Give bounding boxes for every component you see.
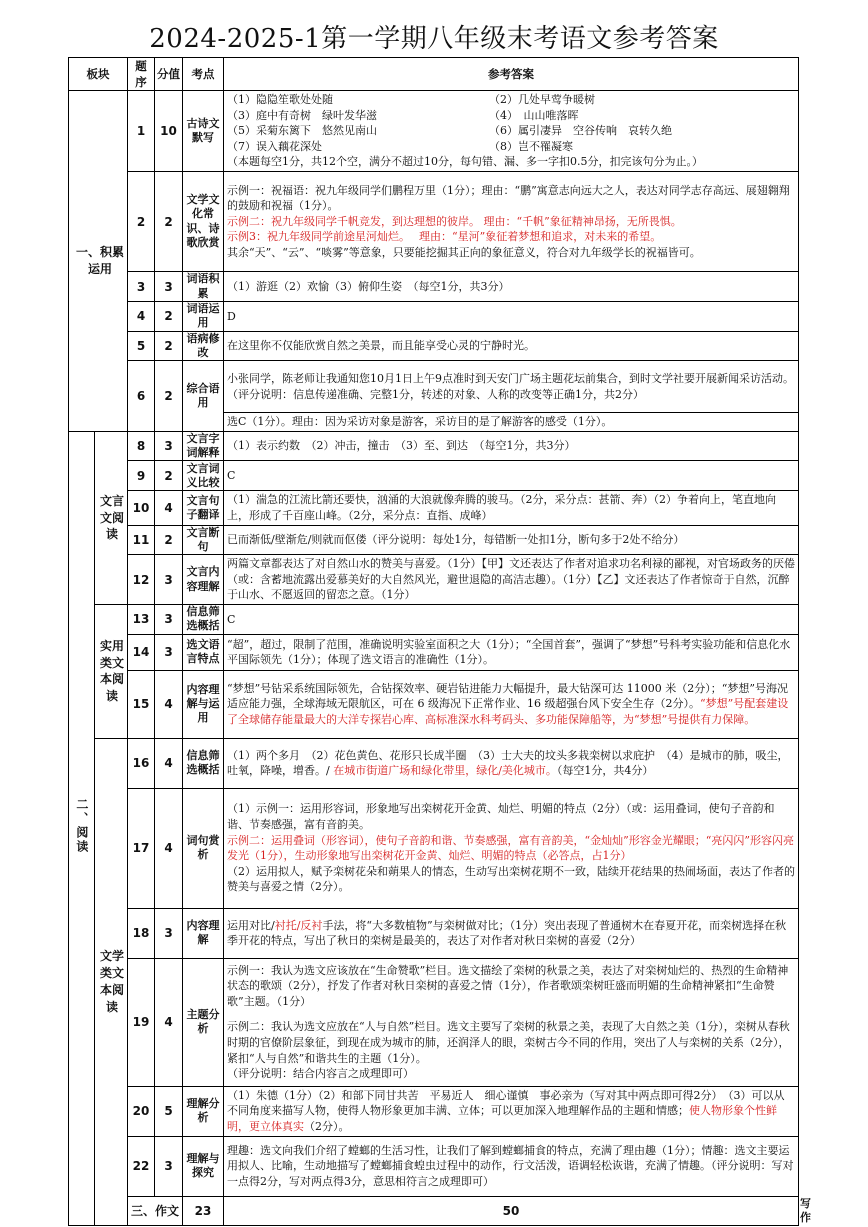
question-score: 2 — [155, 461, 183, 491]
question-score: 50 — [224, 1196, 799, 1226]
knowledge-point: 文言字词解释 — [183, 431, 224, 461]
answer-line: （2）几处早莺争暖树 — [489, 93, 595, 106]
knowledge-point: 信息筛选概括 — [183, 738, 224, 788]
table-row — [69, 555, 799, 605]
answer-line: （5）采菊东篱下 悠然见南山 — [227, 124, 377, 138]
answer-cell — [224, 1086, 799, 1136]
answer-text-red: 使人物形象个性鲜明，更立体真实 — [227, 1104, 777, 1133]
answer-line-red: 示例二：祝九年级同学千帆竞发，到达理想的彼岸。 理由：“千帆”象征精神昂扬，无所畏惧。 — [227, 214, 682, 228]
table-row — [69, 331, 799, 361]
table-header-row — [69, 58, 799, 91]
answer-text: （1）朱德（1分）（2）和部下同甘共苦 平易近人 细心谨慎 事必亲为（写对其中两点即可得2分） （3）可以从不同角度来描写人物，使得人物形象更加丰满、立体；可以更加深入地理解作品的主题和情感； — [227, 1088, 785, 1118]
table-row — [69, 605, 799, 635]
table-row — [69, 272, 799, 302]
subsection-label: 文学类文本阅读 — [99, 949, 124, 1014]
answer-cell: C — [224, 605, 799, 635]
subsection-classical — [95, 431, 128, 604]
question-score: 4 — [155, 738, 183, 788]
knowledge-point: 古诗文默写 — [183, 91, 224, 172]
question-number: 16 — [128, 738, 155, 788]
answer-cell: （1）游逛（2）欢愉（3）俯仰生姿 （每空1分，共3分） — [224, 272, 799, 302]
answer-line: 示例一：祝福语：祝九年级同学们鹏程万里（1分）；理由：“鹏”寓意志向远大之人，表达对同学志存高远、展翅翱翔的鼓励和祝福（1分）。 — [227, 183, 790, 213]
answer-text: 运用对比/ — [227, 918, 275, 932]
answer-cell — [224, 670, 799, 738]
answer-line: （6）属引凄异 空谷传响 哀转久绝 — [489, 124, 672, 138]
question-number: 15 — [128, 670, 155, 738]
subsection-label: 实用类文本阅读 — [99, 638, 124, 704]
table-row — [69, 491, 799, 525]
answer-text: （2分）。 — [304, 1119, 350, 1133]
subsection-literary — [95, 738, 128, 1226]
table-row — [69, 738, 799, 788]
knowledge-point: 文言句子翻译 — [183, 491, 224, 525]
answer-table — [68, 57, 811, 1226]
answer-cell — [224, 738, 799, 788]
question-number: 23 — [183, 1196, 224, 1226]
knowledge-point: 内容理解与运用 — [183, 670, 224, 738]
scoring-note: （本题每空1分，共12个空，满分不超过10分，每句错、漏、多一字扣0.5分，扣完该句分为止。） — [227, 155, 703, 169]
answer-line-red: 示例3：祝九年级同学前途星河灿烂。 理由：“星河”象征着梦想和追求，对未来的希望。 — [227, 230, 662, 244]
answer-text-red: “梦想”号配套建设了全球储存能量最大的大洋专探岩心库、高标准深水科考码头、多功能保障船等，为“梦想”号提供有力保障。 — [227, 697, 789, 726]
question-number: 5 — [128, 331, 155, 361]
table-row — [69, 461, 799, 491]
answer-grid — [227, 92, 795, 154]
table-row — [69, 634, 799, 670]
table-row: 三、作文 23 50 写作 — [69, 1196, 799, 1226]
question-score: 4 — [155, 491, 183, 525]
answer-cell: D — [224, 302, 799, 332]
question-score: 2 — [155, 361, 183, 432]
knowledge-point: 理解分析 — [183, 1086, 224, 1136]
knowledge-point: 选文语言特点 — [183, 634, 224, 670]
answer-cell: C — [224, 461, 799, 491]
knowledge-point: 词句赏析 — [183, 788, 224, 908]
question-number: 17 — [128, 788, 155, 908]
section-label: 二、阅读 — [74, 798, 89, 855]
question-score: 3 — [155, 431, 183, 461]
table-row — [69, 302, 799, 332]
question-score: 3 — [155, 908, 183, 958]
knowledge-point: 主题分析 — [183, 958, 224, 1086]
header-score: 分值 — [155, 58, 183, 91]
question-number: 8 — [128, 431, 155, 461]
table-row — [69, 1086, 799, 1136]
question-number: 1 — [128, 91, 155, 172]
question-score: 4 — [155, 788, 183, 908]
question-score: 3 — [155, 555, 183, 605]
answer-cell — [224, 908, 799, 958]
answer-text: “梦想”号钻采系统国际领先，合钻探效率、硬岩钻进能力大幅提升，最大钻深可达 11000 米（2分）；“梦想”号海况适应能力强，全球海域无限航区，可在 6 级海况下正常作业、16 级超强台风下安全生存（2分）。 — [227, 681, 788, 711]
answer-line: 示例一：我认为选文应该放在“生命赞歌”栏目。选文描绘了栾树的秋景之美，表达了对栾树灿烂的、热烈的生命精神状态的歌颂（2分），抒发了作者对秋日栾树的喜爱之情（1分），作者歌颂栾树旺盛而明媚的生命精神紧扣“生命赞歌”主题。（1分） — [227, 963, 789, 1008]
answer-text: （每空1分，共4分） — [556, 764, 654, 778]
answer-cell: 选C（1分）。理由：因为采访对象是游客，采访目的是了解游客的感受（1分）。 — [224, 413, 799, 432]
section-reading — [69, 431, 95, 1225]
answer-cell: 在这里你不仅能欣赏自然之美景，而且能享受心灵的宁静时光。 — [224, 331, 799, 361]
knowledge-point: 内容理解 — [183, 908, 224, 958]
knowledge-point: 词语运用 — [183, 302, 224, 332]
answer-cell: 两篇文章都表达了对自然山水的赞美与喜爱。（1分）【甲】文还表达了作者对追求功名利禄的鄙视，对官场政务的厌倦（或：含蓄地流露出爱慕美好的大自然风光，避世退隐的高洁志趣）。（1分）【乙】文还表达了作者惊奇于自然，沉醉于山水、不愿返回的留恋之意。（1分） — [224, 555, 799, 605]
header-answer: 参考答案 — [224, 58, 799, 91]
table-row — [69, 525, 799, 555]
table-row — [69, 1136, 799, 1196]
question-number: 4 — [128, 302, 155, 332]
question-score: 10 — [155, 91, 183, 172]
answer-line: （3）庭中有奇树 绿叶发华滋 — [227, 108, 377, 122]
question-number: 14 — [128, 634, 155, 670]
knowledge-point: 文言词义比较 — [183, 461, 224, 491]
question-score: 3 — [155, 1136, 183, 1196]
question-score: 2 — [155, 331, 183, 361]
header-block: 板块 — [69, 58, 128, 91]
question-number: 10 — [128, 491, 155, 525]
table-row — [69, 361, 799, 413]
question-score: 2 — [155, 302, 183, 332]
question-number: 19 — [128, 958, 155, 1086]
answer-text: 手法，将“大多数植物”与栾树做对比；（1分）突出表现了普通树木在春夏开花，而栾树选择在秋季开花的特点，写出了秋日的栾树是最美的，表达了对作者对秋日栾树的喜爱（2分） — [227, 918, 787, 948]
section-writing: 三、作文 — [128, 1196, 183, 1226]
answer-line-red: 示例二：运用叠词（形容词），使句子音韵和谐、节奏感强，富有音韵美，“金灿灿”形容金光耀眼；“亮闪闪”形容闪亮发光（1分），生动形象地写出栾树花开金黄、灿烂、明媚的特点（必答点，占1分） — [227, 833, 794, 863]
answer-line: （7）误入藕花深处 — [227, 139, 322, 153]
knowledge-point: 语病修改 — [183, 331, 224, 361]
question-number: 6 — [128, 361, 155, 432]
answer-cell — [224, 91, 799, 172]
question-number: 2 — [128, 172, 155, 272]
answer-line: 示例二：我认为选文应放在“人与自然”栏目。选文主要写了栾树的秋景之美，表现了大自然之美（1分），栾树从春秋时期的官僚阶层象征，到现在成为城市的肺，还润泽人的眼，栾树古今不同的作用，突出了人与栾树的关系（2分），紧扣“人与自然”和谐共生的主题（1分）。 — [227, 1020, 790, 1065]
knowledge-point: 综合语用 — [183, 361, 224, 432]
section-label: 一、积累运用 — [75, 245, 124, 276]
answer-text: （1）两个多月 （2）花色黄色、花形只长成半圈 （3）士大夫的坟头多栽栾树以求庇护 （4）是城市的肺，吸尘，吐氧，降噪，增香。/ — [227, 748, 789, 778]
answer-line: （4） 山山唯落晖 — [489, 108, 579, 122]
answer-cell: 已而渐低/壁渐危/则就而伛偻（评分说明：每处1分，每错断一处扣1分，断句多于2处不给分） — [224, 525, 799, 555]
question-number: 18 — [128, 908, 155, 958]
question-score: 3 — [155, 605, 183, 635]
answer-cell — [224, 172, 799, 272]
answer-line: 其余“天”、“云”、“啖雾”等意象，只要能挖掘其正向的象征意义，符合对九年级学长的祝福皆可。 — [227, 245, 701, 259]
answer-text-red: 在城市街道广场和绿化带里，绿化/美化城市。 — [329, 764, 557, 778]
question-number: 20 — [128, 1086, 155, 1136]
knowledge-point: 文言断句 — [183, 525, 224, 555]
answer-cell — [224, 958, 799, 1086]
answer-cell: 小张同学，陈老师让我通知您10月1日上午9点准时到天安门广场主题花坛前集合，到时文学社要开展新闻采访活动。（评分说明：信息传递准确、完整1分，转述的对象、人称的改变等正确1分，共2分） — [224, 361, 799, 413]
answer-cell: “超”，超过，限制了范围，准确说明实验室面积之大（1分）；“全国首套”，强调了“梦想”号科考实验功能和信息化水平国际领先（1分）；体现了选文语言的准确性（1分）。 — [224, 634, 799, 670]
answer-line: （8）岂不罹凝寒 — [489, 139, 573, 153]
question-number: 22 — [128, 1136, 155, 1196]
question-score: 2 — [155, 172, 183, 272]
answer-line: （评分说明：结合内容言之成理即可） — [227, 1067, 414, 1081]
subsection-practical — [95, 605, 128, 739]
knowledge-point: 词语积累 — [183, 272, 224, 302]
question-score: 5 — [155, 1086, 183, 1136]
subsection-label: 文言文阅读 — [99, 493, 124, 542]
table-row — [69, 91, 799, 172]
table-row — [69, 908, 799, 958]
answer-cell: 理趣：选文向我们介绍了螳螂的生活习性，让我们了解到螳螂捕食的特点，充满了理由趣（1分）；情趣：选文主要运用拟人、比喻，生动地描写了螳螂捕食蝗虫过程中的动作，行文活泼，语调轻松诙谐，充满了情趣。（评分说明：写对一点得2分，写对两点得3分，意思相符言之成理即可） — [224, 1136, 799, 1196]
answer-line: （2）运用拟人，赋予栾树花朵和蒴果人的情态，生动写出栾树花期不一致，陆续开花结果的热闹场面，表达了作者的赞美与喜爱之情（2分）。 — [227, 864, 795, 894]
header-num: 题序 — [128, 58, 155, 91]
question-number: 12 — [128, 555, 155, 605]
answer-cell — [224, 788, 799, 908]
knowledge-point: 文学文化常识、诗歌欣赏 — [183, 172, 224, 272]
question-score: 2 — [155, 525, 183, 555]
answer-cell: （1）表示约数 （2）冲击，撞击 （3）至、到达 （每空1分，共3分） — [224, 431, 799, 461]
question-score: 4 — [155, 670, 183, 738]
table-row — [69, 431, 799, 461]
knowledge-point: 文言内容理解 — [183, 555, 224, 605]
answer-line: （1）示例一：运用形容词，形象地写出栾树花开金黄、灿烂、明媚的特点（2分）（或：运用叠词，使句子音韵和谐、节奏感强，富有音韵美。 — [227, 802, 775, 831]
question-number: 13 — [128, 605, 155, 635]
knowledge-point: 信息筛选概括 — [183, 605, 224, 635]
answer-line: （1）隐隐笙歌处处随 — [227, 93, 333, 106]
page-title: 2024-2025-1第一学期八年级末考语文参考答案 — [149, 24, 719, 54]
question-score: 3 — [155, 634, 183, 670]
question-number: 9 — [128, 461, 155, 491]
question-score: 4 — [155, 958, 183, 1086]
knowledge-point: 理解与探究 — [183, 1136, 224, 1196]
header-point: 考点 — [183, 58, 224, 91]
table-row — [69, 670, 799, 738]
question-score: 3 — [155, 272, 183, 302]
table-row — [69, 958, 799, 1086]
question-number: 3 — [128, 272, 155, 302]
table-row — [69, 788, 799, 908]
question-number: 11 — [128, 525, 155, 555]
section-accumulation — [69, 91, 128, 432]
answer-text-red: 衬托/反衬 — [274, 918, 323, 932]
answer-cell: （1）湍急的江流比箭还要快，汹涌的大浪就像奔腾的骏马。（2分，采分点：甚箭、奔）（2）争着向上，笔直地向上，形成了千百座山峰。（2分，采分点：直指、成峰） — [224, 491, 799, 525]
table-row — [69, 172, 799, 272]
